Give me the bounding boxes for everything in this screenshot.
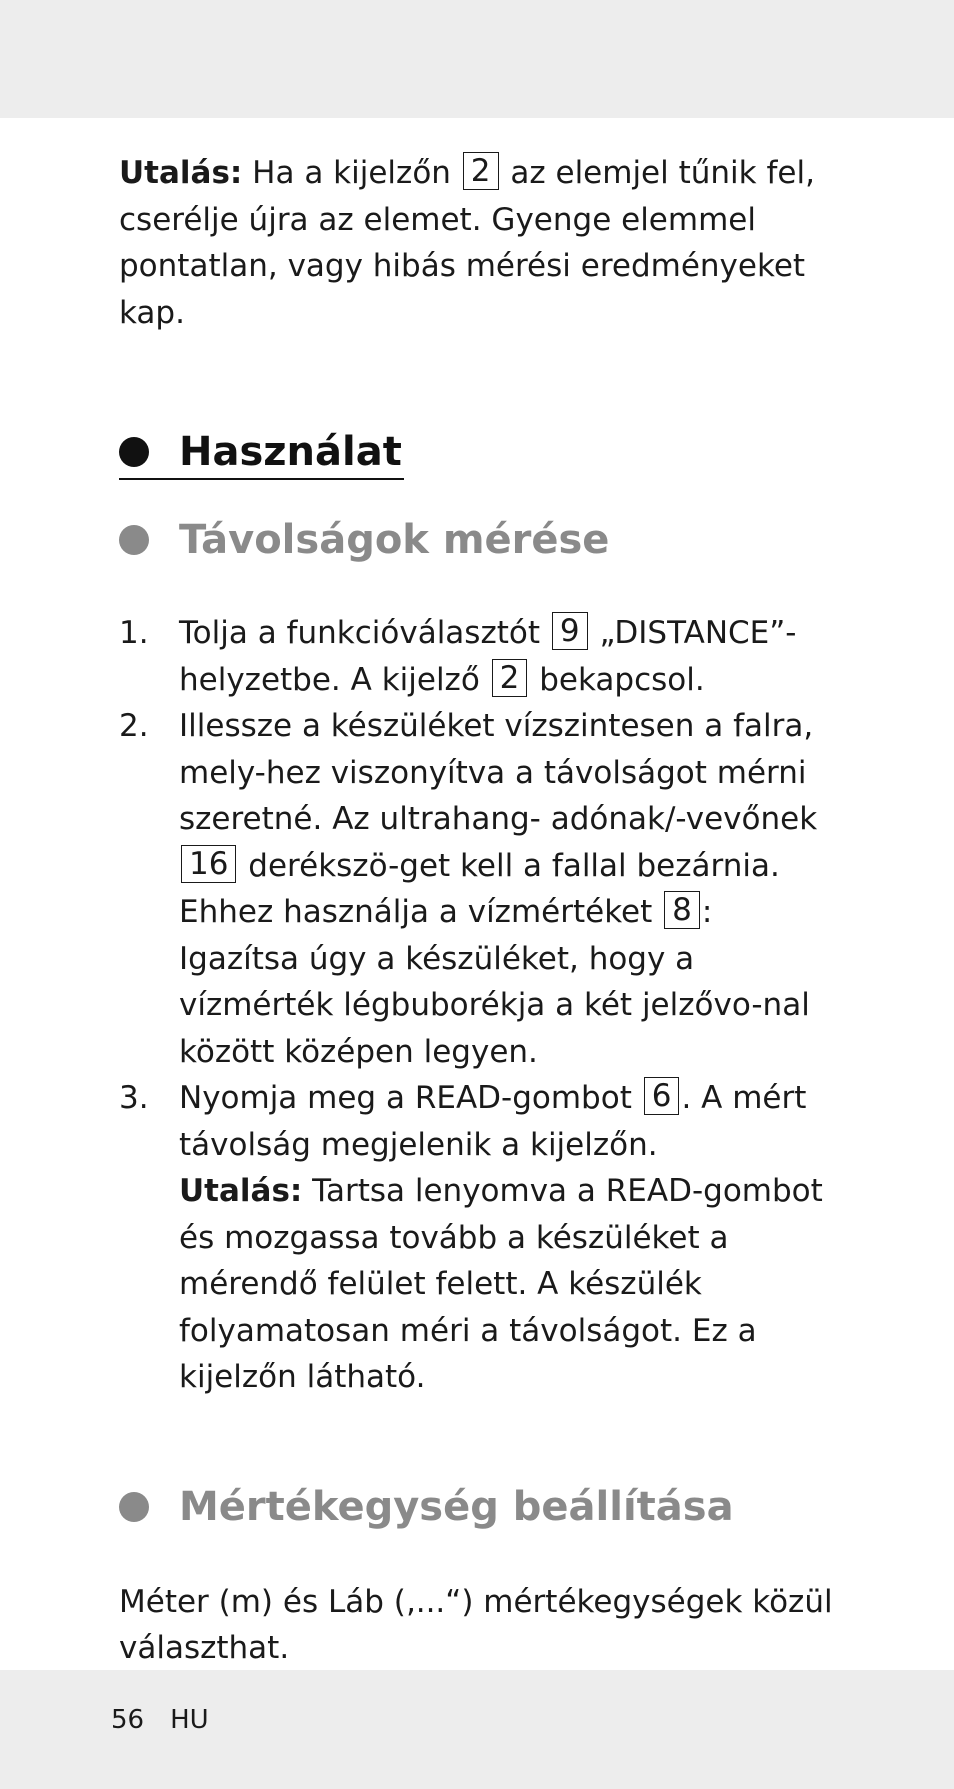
- reference-box: 6: [644, 1077, 680, 1115]
- step-number: 3.: [119, 1080, 149, 1116]
- subsection-heading-distance: [119, 514, 839, 566]
- step-text: derékszö-get kell a fallal bezárnia. Ehhez használja a vízmértéket: [179, 847, 780, 930]
- note-lead: Utalás:: [119, 155, 243, 191]
- units-paragraph: Méter (m) és Láb (‚...“) mértékegységek közül választhat.: [119, 1583, 833, 1666]
- step-text: Illessze a készüléket vízszintesen a falra, mely-hez viszonyítva a távolságot mérni szeretné. Az ultrahang- adónak/-vevőnek: [179, 708, 818, 837]
- note-text-after: az elemjel tűnik fel, cserélje újra az elemet. Gyenge elemmel pontatlan, vagy hibás mérési eredményeket kap.: [119, 155, 815, 331]
- page-number: 56: [111, 1705, 145, 1735]
- step-text: bekapcsol.: [529, 661, 705, 698]
- step-text: „DISTANCE”- helyzetbe. A kijelző: [179, 615, 797, 698]
- note-lead: Utalás:: [179, 1173, 303, 1209]
- note-text-before: Ha a kijelzőn: [242, 155, 461, 191]
- page-footer: [111, 1700, 209, 1740]
- note-text: Tartsa lenyomva a READ-gombot és mozgassa tovább a készüléket a mérendő felület felett. A készülék folyamatosan méri a távolságot. Ez a kijelzőn látható.: [179, 1173, 823, 1395]
- language-code: HU: [170, 1705, 209, 1735]
- reference-box: 2: [463, 152, 499, 190]
- list-item: [119, 703, 839, 1075]
- list-item: [119, 1075, 839, 1401]
- subsection-heading-text: Távolságok mérése: [179, 517, 610, 563]
- list-item: [119, 610, 839, 703]
- step-text: : Igazítsa úgy a készüléket, hogy a vízmérték légbuborékja a két jelzővo-nal között középen legyen.: [179, 894, 810, 1070]
- section-heading: [119, 426, 404, 480]
- section-heading-text: Használat: [179, 429, 402, 475]
- subsection-heading-units: [119, 1481, 839, 1533]
- bullet-dot-icon: [119, 437, 149, 467]
- reference-box: 16: [181, 845, 236, 883]
- reference-box: 8: [664, 891, 700, 929]
- bullet-dot-icon: [119, 1492, 149, 1522]
- step-number: 2.: [119, 708, 149, 744]
- steps-list: [119, 610, 839, 1401]
- reference-box: 2: [492, 659, 528, 697]
- step-text: Nyomja meg a READ-gombot: [179, 1080, 642, 1116]
- page-content: [119, 150, 839, 1672]
- subsection-heading-text: Mértékegység beállítása: [179, 1483, 734, 1530]
- step-text: . A mért távolság megjelenik a kijelzőn.: [179, 1080, 807, 1163]
- step-number: 1.: [119, 615, 149, 651]
- reference-box: 9: [552, 612, 588, 650]
- note-paragraph: [119, 150, 839, 336]
- bullet-dot-icon: [119, 525, 149, 555]
- top-margin-band: [0, 0, 954, 118]
- step-text: Tolja a funkcióválasztót: [179, 615, 550, 651]
